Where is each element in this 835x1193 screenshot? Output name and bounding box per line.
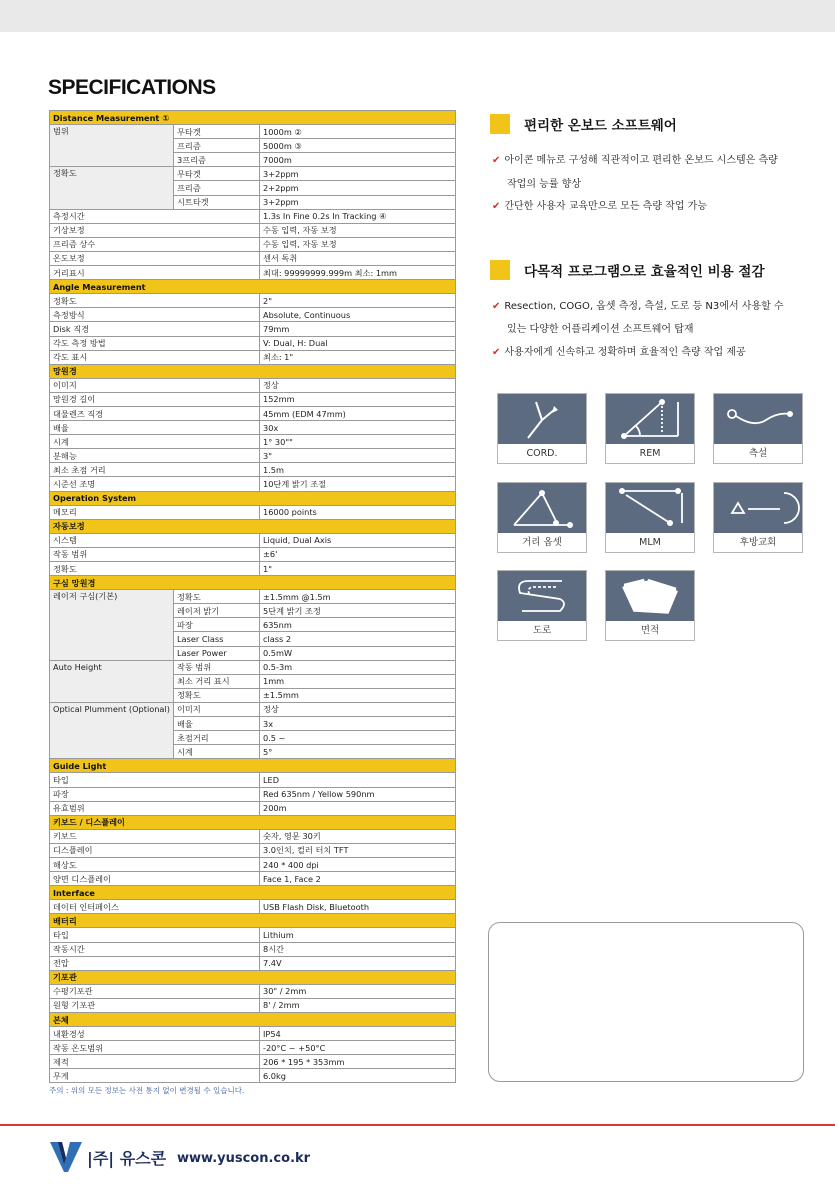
spec-value: 숫자, 영문 30키 [260,829,456,843]
spec-label: 원형 기포관 [50,998,260,1012]
tile-mlm [605,482,695,553]
section-title: 기포관 [50,970,456,984]
spec-value: 0.5-3m [260,660,456,674]
spec-sublabel: 무타겟 [174,125,260,139]
checkmark-icon: ✔ [492,155,501,166]
spec-sublabel: 작동 범위 [174,660,260,674]
spec-category: 레이저 구심(기본) [50,590,174,660]
feature-2-bullet-2: ✔ 사용자에게 신속하고 정확하며 효율적인 측량 작업 제공 [492,347,746,358]
spec-value: 정상 [260,702,456,716]
spec-row [50,857,456,871]
spec-value: 5000m ③ [260,139,456,153]
tile-label: 측설 [748,448,768,459]
spec-section-header [50,364,456,378]
section-title: Distance Measurement ① [50,111,456,125]
spec-row [50,801,456,815]
offset-icon [498,483,586,533]
feature-1-bullet-2: ✔ 간단한 사용자 교육만으로 모든 측량 작업 가능 [492,201,708,212]
spec-value: ±1.5mm @1.5m [260,590,456,604]
spec-value: LED [260,773,456,787]
section-title: Angle Measurement [50,280,456,294]
spec-label: 제적 [50,1055,260,1069]
spec-row [50,463,456,477]
spec-section-header [50,576,456,590]
spec-category: 범위 [50,125,174,167]
spec-value: Face 1, Face 2 [260,872,456,886]
spec-label: 내환경성 [50,1027,260,1041]
page-title: SPECIFICATIONS [48,76,216,99]
spec-label: 측정시간 [50,209,260,223]
spec-row [50,350,456,364]
spec-value: -20°C ~ +50°C [260,1041,456,1055]
spec-value: 5단계 밝기 조정 [260,604,456,618]
tile-label: 면적 [640,625,660,636]
spec-label: 배율 [50,421,260,435]
spec-label: 측정방식 [50,308,260,322]
spec-section-header [50,914,456,928]
spec-label: 해상도 [50,857,260,871]
spec-value: 정상 [260,378,456,392]
spec-value: 3" [260,449,456,463]
spec-row [50,928,456,942]
spec-value: 152mm [260,392,456,406]
spec-row [50,125,456,139]
spec-row [50,378,456,392]
spec-value: 5° [260,745,456,759]
spec-label: 정확도 [50,294,260,308]
spec-value: 1.3s In Fine 0.2s In Tracking ④ [260,209,456,223]
spec-row [50,1069,456,1083]
spec-value: V: Dual, H: Dual [260,336,456,350]
spec-row [50,223,456,237]
spec-value: 1° 30"" [260,435,456,449]
spec-value: Lithium [260,928,456,942]
spec-label: 각도 측정 방법 [50,336,260,350]
spec-label: 전압 [50,956,260,970]
spec-category: Auto Height [50,660,174,702]
spec-label: 양면 디스플레이 [50,872,260,886]
company-name: |주| 유스콘 [87,1149,167,1168]
spec-row [50,421,456,435]
footer-red-line [0,1124,835,1126]
tile-label: REM [639,448,661,459]
spec-value: 1" [260,562,456,576]
spec-sublabel: 초점거리 [174,731,260,745]
spec-sublabel: 시트타겟 [174,195,260,209]
spec-section-header [50,280,456,294]
spec-value: 10단계 밝기 조절 [260,477,456,491]
spec-category: Optical Plumment (Optional) [50,702,174,758]
disclaimer-note: 주의 : 위의 모든 정보는 사전 통지 없이 변경될 수 있습니다. [49,1086,245,1095]
spec-value: 센서 독취 [260,251,456,265]
spec-row [50,449,456,463]
spec-row [50,1041,456,1055]
spec-label: 이미지 [50,378,260,392]
spec-value: 79mm [260,322,456,336]
spec-table [49,110,456,1083]
spec-label: 작동 온도범위 [50,1041,260,1055]
spec-label: 프리즘 상수 [50,237,260,251]
spec-sublabel: 레이저 밝기 [174,604,260,618]
spec-value: ±6' [260,547,456,561]
spec-value: 8' / 2mm [260,998,456,1012]
top-gray-band [0,0,835,32]
spec-label: 디스플레이 [50,843,260,857]
spec-section-header [50,491,456,505]
spec-value: 7.4V [260,956,456,970]
spec-value: 3+2ppm [260,195,456,209]
spec-sublabel: 프리즘 [174,181,260,195]
spec-value: 3x [260,717,456,731]
spec-sublabel: 프리즘 [174,139,260,153]
website-url: www.yuscon.co.kr [177,1151,311,1166]
spec-label: 작동시간 [50,942,260,956]
section-title: Guide Light [50,759,456,773]
spec-section-header [50,519,456,533]
spec-label: 최소 초점 거리 [50,463,260,477]
tile-offset [497,482,587,553]
spec-row [50,900,456,914]
feature-1-title: 편리한 온보드 소프트웨어 [524,118,677,134]
tile-rem [605,393,695,464]
spec-row [50,1027,456,1041]
spec-row [50,505,456,519]
spec-label: 대물렌즈 직경 [50,406,260,420]
checkmark-icon: ✔ [492,347,501,358]
section-title: 키보드 / 디스플레이 [50,815,456,829]
spec-row [50,660,456,674]
spec-sublabel: 이미지 [174,702,260,716]
spec-row [50,294,456,308]
spec-value: 1000m ② [260,125,456,139]
spec-value: Liquid, Dual Axis [260,533,456,547]
spec-label: 시준선 조명 [50,477,260,491]
spec-label: 시스템 [50,533,260,547]
section-title: 본체 [50,1013,456,1027]
tile-road [497,570,587,641]
spec-value: 200m [260,801,456,815]
spec-row [50,843,456,857]
spec-value: 45mm (EDM 47mm) [260,406,456,420]
spec-row [50,477,456,491]
spec-value: 최소: 1" [260,350,456,364]
spec-label: 타입 [50,928,260,942]
spec-row [50,998,456,1012]
section-title: 자동보정 [50,519,456,533]
tile-label: 거리 옵셋 [522,537,562,548]
feature-2-bullet-1-cont: 있는 다양한 어플리케이션 소프트웨어 탑재 [507,324,694,335]
spec-label: 분해능 [50,449,260,463]
spec-label: 정확도 [50,562,260,576]
section-title: 구심 망원경 [50,576,456,590]
tile-label: 후방교회 [739,537,777,548]
spec-sublabel: 3프리즘 [174,153,260,167]
spec-value: 0.5 ~ [260,731,456,745]
spec-category: 정확도 [50,167,174,209]
spec-value: 30x [260,421,456,435]
mlm-icon [606,483,694,533]
feature-2-title: 다목적 프로그램으로 효율적인 비용 절감 [524,264,765,280]
spec-label: 메모리 [50,505,260,519]
spec-sublabel: 배율 [174,717,260,731]
spec-label: 무게 [50,1069,260,1083]
tile-area [605,570,695,641]
tile-resection [713,482,803,553]
spec-row [50,1055,456,1069]
spec-sublabel: 정확도 [174,590,260,604]
spec-value: IP54 [260,1027,456,1041]
spec-label: 각도 표시 [50,350,260,364]
spec-value: 수동 입력, 자동 보정 [260,223,456,237]
tile-cord [497,393,587,464]
spec-value: USB Flash Disk, Bluetooth [260,900,456,914]
feature-1-bullet-1-cont: 작업의 능률 향상 [507,179,581,190]
spec-row [50,533,456,547]
checkmark-icon: ✔ [492,201,501,212]
tile-stakeout [713,393,803,464]
section-title: Operation System [50,491,456,505]
spec-value: 635nm [260,618,456,632]
spec-value: 2+2ppm [260,181,456,195]
spec-value: class 2 [260,632,456,646]
spec-row [50,773,456,787]
spec-label: 키보드 [50,829,260,843]
spec-section-header [50,815,456,829]
section-title: 망원경 [50,364,456,378]
spec-row [50,435,456,449]
tile-label: CORD. [526,448,558,459]
spec-row [50,209,456,223]
spec-label: 수평기포관 [50,984,260,998]
spec-section-header [50,759,456,773]
spec-value: 최대: 99999999.999m 최소: 1mm [260,266,456,280]
spec-value: 0.5mW [260,646,456,660]
spec-row [50,167,456,181]
spec-label: 거리표시 [50,266,260,280]
spec-sublabel: 정확도 [174,688,260,702]
spec-value: 1.5m [260,463,456,477]
spec-row [50,237,456,251]
spec-row [50,266,456,280]
spec-row [50,547,456,561]
spec-row [50,872,456,886]
rem-icon [606,394,694,444]
section-title: 배터리 [50,914,456,928]
spec-row [50,322,456,336]
spec-row [50,984,456,998]
spec-label: Disk 직경 [50,322,260,336]
spec-value: 2" [260,294,456,308]
spec-sublabel: 시계 [174,745,260,759]
yellow-square-icon [490,260,510,280]
spec-row [50,251,456,265]
spec-value: 3.0인치, 컬러 터치 TFT [260,843,456,857]
checkmark-icon: ✔ [492,301,501,312]
tile-label: MLM [639,537,661,548]
spec-value: 240 * 400 dpi [260,857,456,871]
spec-value: 16000 points [260,505,456,519]
spec-section-header [50,111,456,125]
yuscon-logo-icon [48,1138,84,1174]
spec-sublabel: 무타겟 [174,167,260,181]
spec-sublabel: Laser Power [174,646,260,660]
resection-icon [714,483,802,533]
spec-row [50,829,456,843]
feature-1-bullet-1: ✔ 아이콘 메뉴로 구성해 직관적이고 편리한 온보드 시스템은 측량 [492,155,778,166]
spec-value: ±1.5mm [260,688,456,702]
spec-value: Absolute, Continuous [260,308,456,322]
spec-label: 데이터 인터페이스 [50,900,260,914]
area-icon [606,571,694,621]
road-icon [498,571,586,621]
spec-value: 1mm [260,674,456,688]
section-title: Interface [50,886,456,900]
tile-label: 도로 [532,625,552,636]
empty-rounded-box [488,922,804,1082]
spec-value: 수동 입력, 자동 보정 [260,237,456,251]
spec-row [50,562,456,576]
spec-sublabel: 최소 거리 표시 [174,674,260,688]
spec-section-header [50,886,456,900]
spec-label: 망원경 길이 [50,392,260,406]
spec-label: 작동 범위 [50,547,260,561]
spec-value: 30" / 2mm [260,984,456,998]
spec-label: 유효범위 [50,801,260,815]
spec-section-header [50,970,456,984]
spec-row [50,590,456,604]
spec-label: 타입 [50,773,260,787]
spec-label: 파장 [50,787,260,801]
spec-sublabel: 파장 [174,618,260,632]
spec-label: 기상보정 [50,223,260,237]
spec-row [50,787,456,801]
spec-value: Red 635nm / Yellow 590nm [260,787,456,801]
feature-2-bullet-1: ✔ Resection, COGO, 옵셋 측정, 측설, 도로 등 N3에서 사용할 수 [492,301,784,312]
yellow-square-icon [490,114,510,134]
spec-row [50,308,456,322]
spec-row [50,392,456,406]
spec-row [50,942,456,956]
spec-label: 시계 [50,435,260,449]
spec-row [50,702,456,716]
spec-row [50,956,456,970]
spec-row [50,336,456,350]
stakeout-icon [714,394,802,444]
spec-sublabel: Laser Class [174,632,260,646]
cord-icon [498,394,586,444]
spec-section-header [50,1013,456,1027]
spec-value: 6.0kg [260,1069,456,1083]
spec-row [50,406,456,420]
spec-label: 온도보정 [50,251,260,265]
spec-value: 3+2ppm [260,167,456,181]
spec-value: 7000m [260,153,456,167]
spec-value: 206 * 195 * 353mm [260,1055,456,1069]
spec-value: 8시간 [260,942,456,956]
